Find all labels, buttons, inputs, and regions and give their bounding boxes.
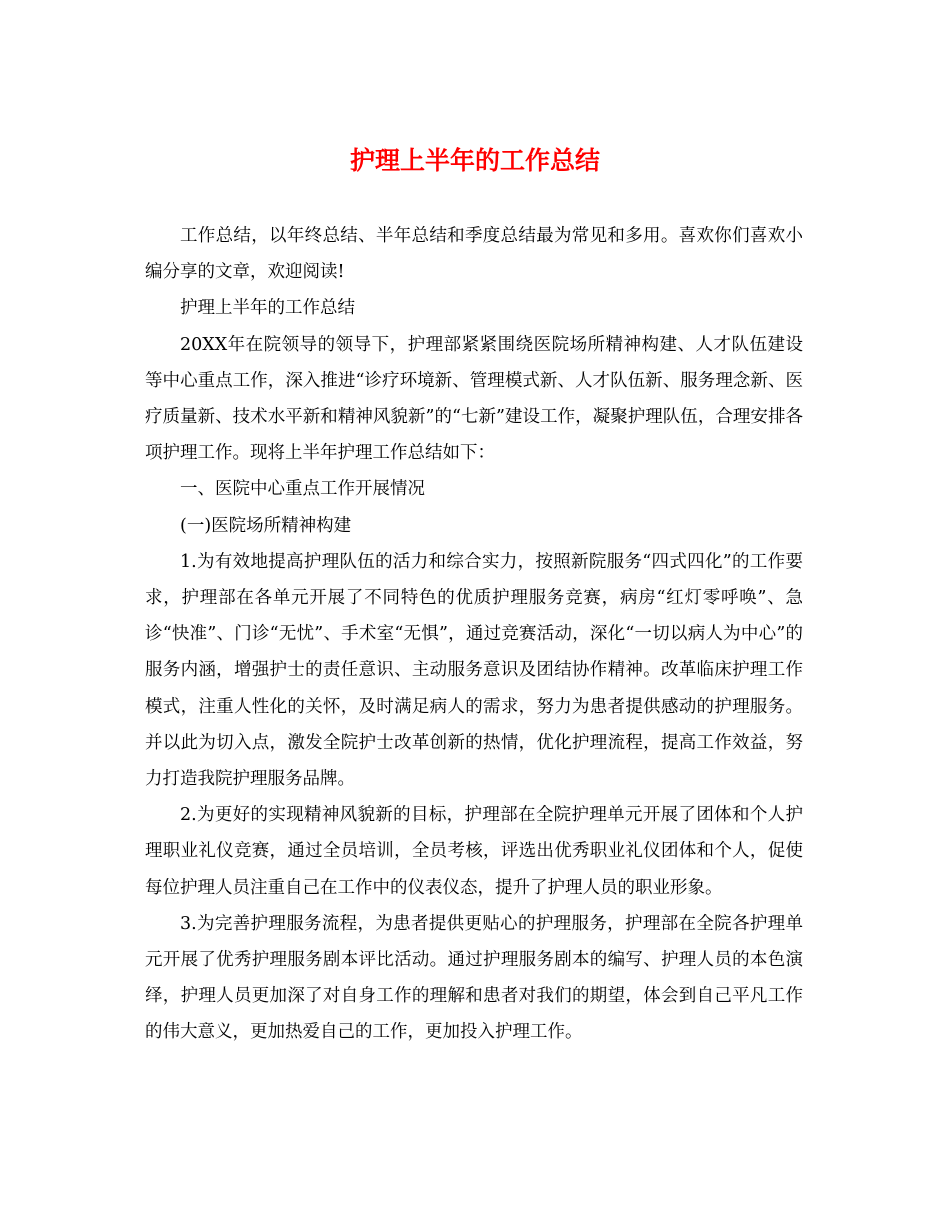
intro-paragraph: 工作总结，以年终总结、半年总结和季度总结最为常见和多用。喜欢你们喜欢小编分享的文章，欢迎阅读! xyxy=(145,226,803,283)
document-body xyxy=(145,218,803,1051)
section-heading: 一、医院中心重点工作开展情况 xyxy=(180,479,425,500)
overview-paragraph: 20XX年在院领导的领导下，护理部紧紧围绕医院场所精神构建、人才队伍建设等中心重点工作，深入推进“诊疗环境新、管理模式新、人才队伍新、服务理念新、医疗质量新、技术水平新和精神风貌新”的“七新”建设工作，凝聚护理队伍，合理安排各项护理工作。现将上半年护理工作总结如下： xyxy=(145,334,803,464)
document-title: 护理上半年的工作总结 xyxy=(349,146,600,175)
item-paragraph-1: 1.为有效地提高护理队伍的活力和综合实力，按照新院服务“四式四化”的工作要求，护理部在各单元开展了不同特色的优质护理服务竞赛，病房“红灯零呼唤”、急诊“快准”、门诊“无忧”、手术室“无惧”，通过竞赛活动，深化“一切以病人为中心”的服务内涵，增强护士的责任意识、主动服务意识及团结协作精神。改革临床护理工作模式，注重人性化的关怀，及时满足病人的需求，努力为患者提供感动的护理服务。并以此为切入点，激发全院护士改革创新的热情，优化护理流程，提高工作效益，努力打造我院护理服务品牌。 xyxy=(145,551,803,790)
item-paragraph-2: 2.为更好的实现精神风貌新的目标，护理部在全院护理单元开展了团体和个人护理职业礼仪竞赛，通过全员培训，全员考核，评选出优秀职业礼仪团体和个人，促使每位护理人员注重自己在工作中的仪表仪态，提升了护理人员的职业形象。 xyxy=(145,805,803,898)
subtitle-paragraph: 护理上半年的工作总结 xyxy=(180,298,355,319)
subsection-heading: (一)医院场所精神构建 xyxy=(180,515,352,536)
item-paragraph-3: 3.为完善护理服务流程，为患者提供更贴心的护理服务，护理部在全院各护理单元开展了优秀护理服务剧本评比活动。通过护理服务剧本的编写、护理人员的本色演绎，护理人员更加深了对自身工作的理解和患者对我们的期望，体会到自己平凡工作的伟大意义，更加热爱自己的工作，更加投入护理工作。 xyxy=(145,913,803,1043)
